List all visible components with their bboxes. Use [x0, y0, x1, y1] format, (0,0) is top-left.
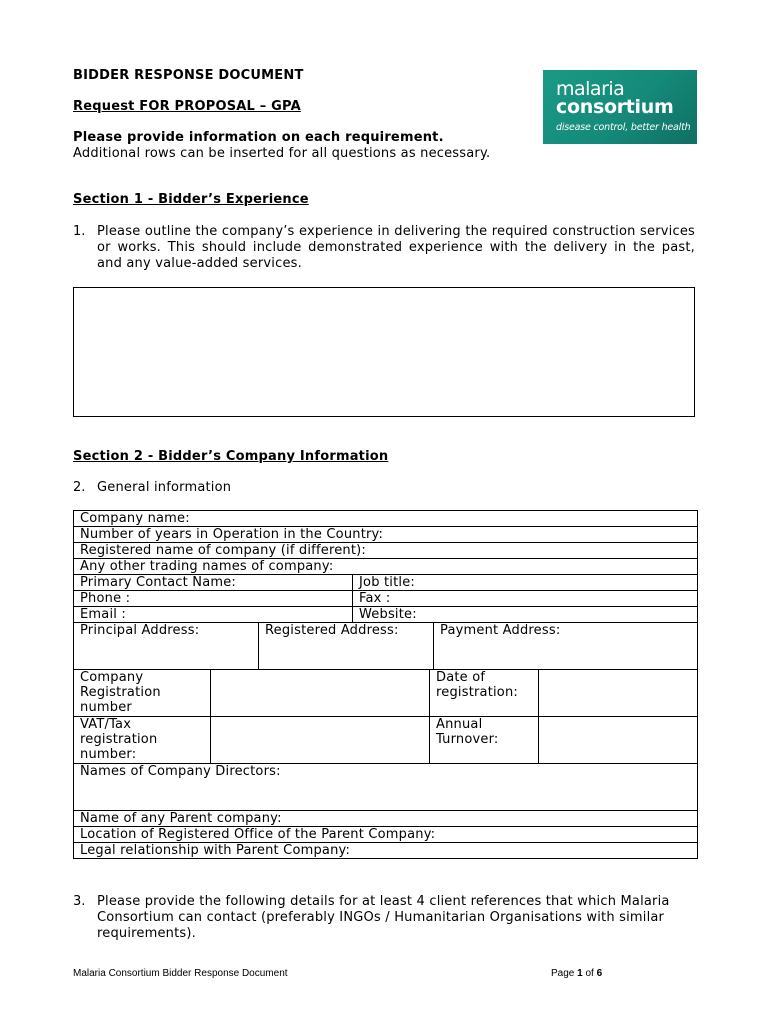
phone-field[interactable]: Phone : — [74, 591, 353, 607]
page-of: of — [582, 968, 597, 979]
page-total: 6 — [596, 968, 603, 979]
vat-registration-value[interactable] — [211, 717, 430, 764]
date-of-registration-value[interactable] — [539, 670, 698, 717]
primary-contact-field[interactable]: Primary Contact Name: — [74, 575, 353, 591]
page-prefix: Page — [551, 968, 578, 979]
job-title-field[interactable]: Job title: — [353, 575, 698, 591]
question-3-text: Please provide the following details for at least 4 client references that which Malaria Consortium can contact (preferably INGOs / Humanitarian Organisations with similar requirements). — [97, 894, 670, 941]
registered-address-field[interactable]: Registered Address: — [259, 623, 434, 670]
company-name-field[interactable]: Company name: — [74, 511, 698, 527]
footer-document-name: Malaria Consortium Bidder Response Document — [73, 968, 288, 979]
parent-relationship-field[interactable]: Legal relationship with Parent Company: — [74, 843, 698, 859]
website-field[interactable]: Website: — [353, 607, 698, 623]
rfp-title: Request FOR PROPOSAL – GPA — [73, 99, 301, 114]
payment-address-field[interactable]: Payment Address: — [434, 623, 698, 670]
instruction-note: Additional rows can be inserted for all questions as necessary. — [73, 146, 491, 161]
question-3-number: 3. — [73, 894, 86, 909]
experience-answer-box[interactable] — [73, 287, 695, 417]
logo-tagline: disease control, better health — [556, 122, 691, 133]
company-directors-field[interactable]: Names of Company Directors: — [74, 764, 698, 811]
annual-turnover-label: Annual Turnover: — [430, 717, 539, 764]
parent-company-field[interactable]: Name of any Parent company: — [74, 811, 698, 827]
annual-turnover-value[interactable] — [539, 717, 698, 764]
logo-line-1: malaria — [556, 78, 625, 100]
question-1-text: Please outline the company’s experience in delivering the required construction services or works. This should include demonstrated experience with the delivery in the past, and any value-added services. — [97, 224, 695, 271]
email-field[interactable]: Email : — [74, 607, 353, 623]
section-2-heading: Section 2 - Bidder’s Company Information — [73, 449, 389, 464]
fax-field[interactable]: Fax : — [353, 591, 698, 607]
date-of-registration-label: Date of registration: — [430, 670, 539, 717]
registered-name-field[interactable]: Registered name of company (if different): — [74, 543, 698, 559]
logo-line-2: consortium — [556, 96, 674, 118]
company-info-table — [73, 510, 698, 859]
principal-address-field[interactable]: Principal Address: — [74, 623, 259, 670]
document-title: BIDDER RESPONSE DOCUMENT — [73, 68, 304, 83]
instruction-heading: Please provide information on each requirement. — [73, 130, 444, 145]
question-2-number: 2. — [73, 480, 86, 495]
parent-office-location-field[interactable]: Location of Registered Office of the Parent Company: — [74, 827, 698, 843]
question-1-number: 1. — [73, 224, 86, 239]
trading-names-field[interactable]: Any other trading names of company: — [74, 559, 698, 575]
section-1-heading: Section 1 - Bidder’s Experience — [73, 192, 309, 207]
company-registration-label: Company Registration number — [74, 670, 211, 717]
vat-registration-label: VAT/Tax registration number: — [74, 717, 211, 764]
question-2-text: General information — [97, 480, 232, 495]
page-current: 1 — [577, 968, 583, 979]
page-number — [551, 968, 602, 979]
years-in-operation-field[interactable]: Number of years in Operation in the Country: — [74, 527, 698, 543]
company-registration-value[interactable] — [211, 670, 430, 717]
malaria-consortium-logo — [543, 70, 697, 144]
